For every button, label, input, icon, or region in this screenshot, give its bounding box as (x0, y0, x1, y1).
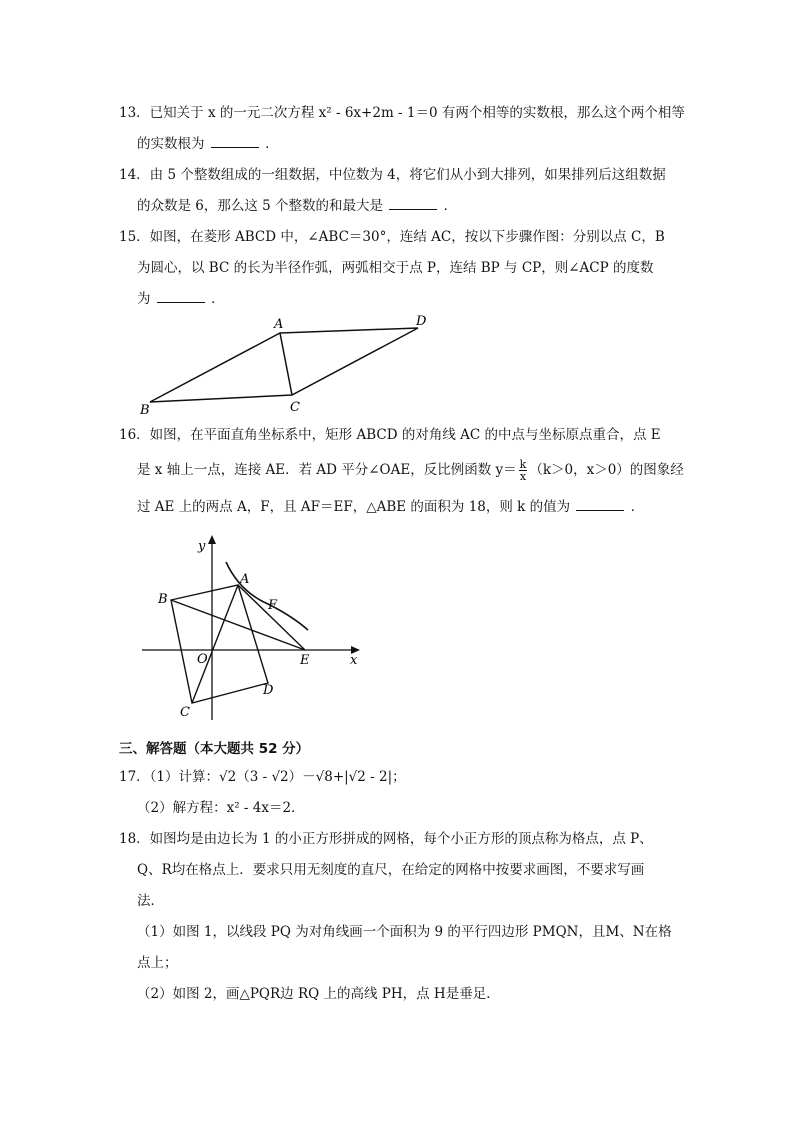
q18-line4: （1）如图 1，以线段 PQ 为对角线画一个面积为 9 的平行四边形 PMQN，且M、N在格 (137, 924, 672, 940)
label-e: E (300, 653, 310, 668)
q15-rhombus-figure (130, 310, 440, 420)
q14-answer-blank (389, 197, 437, 210)
q15-line3 (137, 289, 225, 309)
hyperbola-curve (226, 562, 308, 630)
y-axis-arrow (208, 535, 216, 544)
q16-line3 (137, 497, 644, 517)
label-b: B (158, 592, 168, 607)
fraction-denominator: x (519, 470, 527, 483)
q18-line3: 法． (137, 893, 164, 909)
q13-line2 (137, 134, 279, 154)
label-c: C (290, 400, 300, 415)
q14-line2-pre: 的众数是 6，那么这 5 个整数的和最大是 (137, 198, 384, 214)
q13-line2-pre: 的实数根为 (137, 136, 205, 152)
q13-answer-blank (211, 135, 259, 148)
label-a: A (274, 317, 284, 332)
q16-line1: 16．如图，在平面直角坐标系中，矩形 ABCD 的对角线 AC 的中点与坐标原点重合，点 E (119, 427, 661, 443)
rectangle-abcd (171, 585, 268, 703)
q17-line1: 17．（1）计算：√2（3 - √2）－√8+|√2 - 2|； (119, 769, 406, 785)
label-o: O (197, 652, 208, 667)
q15-line1: 15．如图，在菱形 ABCD 中，∠ABC＝30°，连结 AC，按以下步骤作图：分别以点 C，B (119, 229, 665, 245)
q18-line5: 点上； (137, 955, 178, 971)
q14-line2 (137, 196, 457, 216)
q16-line3-post: ． (630, 499, 645, 515)
segment-be (171, 600, 305, 650)
label-b: B (140, 403, 150, 418)
q13-line2-post: ． (265, 136, 279, 152)
label-y: y (198, 539, 206, 554)
q16-line2 (137, 459, 684, 482)
q15-line3-pre: 为 (137, 291, 151, 307)
q14-line1: 14．由 5 个整数组成的一组数据，中位数为 4，将它们从小到大排列，如果排列后这组数据 (119, 167, 666, 183)
label-a: A (240, 572, 250, 587)
q17-line2: （2）解方程：x² - 4x＝2． (137, 800, 305, 816)
q16-fraction (519, 459, 528, 482)
diagonal-ac (280, 333, 292, 395)
label-d: D (263, 683, 274, 698)
q18-line1: 18．如图均是由边长为 1 的小正方形拼成的网格，每个小正方形的顶点称为格点，点 P、 (119, 831, 653, 847)
q13-line1: 13．已知关于 x 的一元二次方程 x² - 6x+2m - 1＝0 有两个相等的实数根，那么这个两个相等 (119, 105, 685, 121)
label-x: x (350, 653, 358, 668)
q15-line2: 为圆心，以 BC 的长为半径作弧，两弧相交于点 P，连结 BP 与 CP，则∠ACP 的度数 (137, 260, 654, 276)
q16-line3-pre: 过 AE 上的两点 A，F，且 AF＝EF，△ABE 的面积为 18，则 k 的值为 (137, 499, 571, 515)
q18-line6: （2）如图 2，画△PQR边 RQ 上的高线 PH，点 H是垂足． (137, 986, 500, 1002)
diagonal-ac (192, 585, 238, 703)
q14-line2-post: ． (443, 198, 458, 214)
q16-line2-pre: 是 x 轴上一点，连接 AE．若 AD 平分∠OAE，反比例函数 y＝ (137, 462, 517, 478)
label-d: D (416, 314, 427, 329)
label-f: F (268, 598, 278, 613)
q16-line2-post: （k＞0，x＞0）的图象经 (529, 462, 684, 478)
label-c: C (180, 705, 190, 720)
fraction-numerator: k (519, 458, 527, 471)
section-heading: 三、解答题（本大题共 52 分） (119, 741, 310, 757)
rhombus-abcd (150, 328, 418, 402)
q15-answer-blank (157, 290, 205, 303)
q16-answer-blank (576, 498, 624, 511)
q18-line2: Q、R均在格点上．要求只用无刻度的直尺，在给定的网格中按要求画图，不要求写画 (137, 862, 645, 878)
q16-coordinate-figure (140, 530, 370, 725)
q15-line3-post: ． (211, 291, 225, 307)
